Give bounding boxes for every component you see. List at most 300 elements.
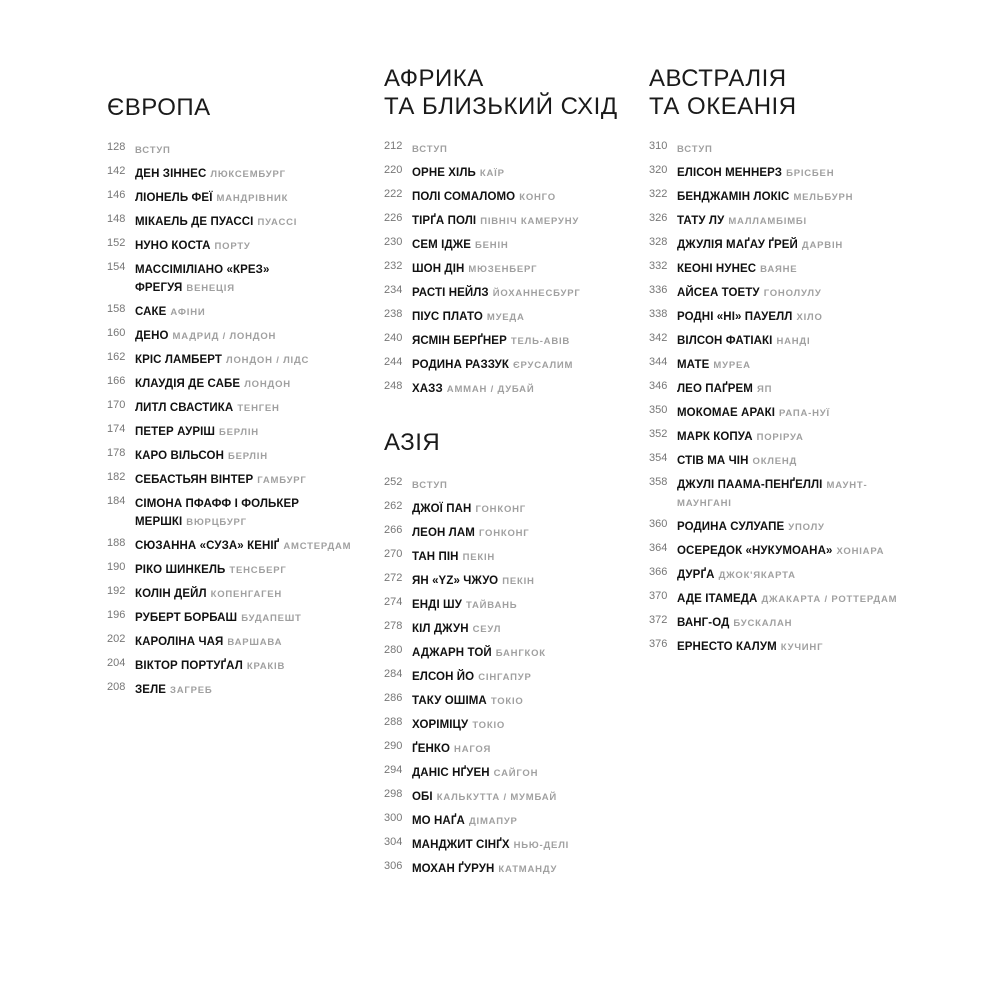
city-name: АФІНИ <box>170 307 206 318</box>
page-number: 272 <box>384 572 403 584</box>
artist-name: РОДИНА РАЗЗУК <box>412 359 509 371</box>
city-name: КАТМАНДУ <box>498 864 558 875</box>
artist-name: АЙСЕА ТОЕТУ <box>677 287 760 299</box>
city-name: ТОКІО <box>472 720 506 731</box>
artist-name: ТАН ПІН <box>412 551 459 563</box>
artist-name: КАРО ВІЛЬСОН <box>135 450 224 462</box>
city-name: МАУНТ-МАУНГАНІ <box>677 480 868 509</box>
toc-entry <box>384 619 646 637</box>
entry-list <box>384 139 646 397</box>
city-name: ПІВНІЧ КАМЕРУНУ <box>480 216 580 227</box>
toc-entry <box>384 571 646 589</box>
section-title <box>649 65 911 121</box>
city-name: ДАРВІН <box>801 240 844 251</box>
page-number: 202 <box>107 633 126 645</box>
page-number: 342 <box>649 332 668 344</box>
entry-list <box>649 139 911 655</box>
artist-name: КЛАУДІЯ ДЕ САБЕ <box>135 378 241 390</box>
artist-name: СЕБАСТЬЯН ВІНТЕР <box>135 474 254 486</box>
toc-entry <box>384 643 646 661</box>
city-name: КРАКІВ <box>246 661 286 672</box>
artist-name: ДЖУЛІ ПААМА-ПЕНҐЕЛЛІ <box>677 479 823 491</box>
artist-name: ҐЕНКО <box>412 743 451 755</box>
artist-name: БЕНДЖАМІН ЛОКІС <box>677 191 790 203</box>
artist-name: МО НАҐА <box>412 815 465 827</box>
toc-entry <box>649 187 911 205</box>
page-number: 166 <box>107 375 126 387</box>
artist-name: РОДНІ «НІ» ПАУЕЛЛ <box>677 311 793 323</box>
city-name: ЙОХАННЕСБУРГ <box>492 288 581 299</box>
city-name: МАЛЛАМБІМБІ <box>728 216 807 227</box>
city-name: ХОНІАРА <box>836 546 885 557</box>
toc-entry <box>107 326 369 344</box>
city-name: ДЖОК'ЯКАРТА <box>718 570 796 581</box>
toc-entry <box>384 667 646 685</box>
toc-entry <box>384 259 646 277</box>
artist-name: МОКОМАЕ АРАКІ <box>677 407 776 419</box>
section-europe <box>107 94 369 698</box>
city-name: КУЧИНГ <box>780 642 824 653</box>
page-number: 190 <box>107 561 126 573</box>
city-name: ВЮРЦБУРГ <box>186 517 247 528</box>
toc-entry <box>649 379 911 397</box>
page-number: 178 <box>107 447 126 459</box>
city-name: ТЕНГЕН <box>237 403 280 414</box>
city-name: ГОНОЛУЛУ <box>763 288 822 299</box>
toc-entry <box>649 565 911 583</box>
toc-entry <box>649 235 911 253</box>
city-name: ХІЛО <box>796 312 823 323</box>
toc-entry <box>384 595 646 613</box>
artist-name: РІКО ШИНКЕЛЬ <box>135 564 226 576</box>
page-number: 266 <box>384 524 403 536</box>
city-name: КОНГО <box>519 192 556 203</box>
toc-entry <box>649 589 911 607</box>
city-name: ЛОНДОН / ЛІДС <box>226 355 310 366</box>
toc-entry <box>107 584 369 602</box>
intro-label: ВСТУП <box>135 145 171 156</box>
toc-entry <box>384 355 646 373</box>
toc-entry <box>107 374 369 392</box>
city-name: ВАРШАВА <box>227 637 283 648</box>
intro-label: ВСТУП <box>412 144 448 155</box>
section-title-line: ТА ОКЕАНІЯ <box>649 93 797 120</box>
toc-entry <box>384 547 646 565</box>
intro-label: ВСТУП <box>412 480 448 491</box>
artist-name: РАСТІ НЕЙЛЗ <box>412 287 489 299</box>
city-name: МУРЕА <box>713 360 751 371</box>
page-number: 326 <box>649 212 668 224</box>
page-number: 300 <box>384 812 403 824</box>
page-number: 320 <box>649 164 668 176</box>
toc-entry <box>384 331 646 349</box>
city-name: БАНГКОК <box>495 648 546 659</box>
artist-name: ДЖУЛІЯ МАҐАУ ҐРЕЙ <box>677 239 798 251</box>
city-name: ЛЮКСЕМБУРГ <box>210 169 286 180</box>
artist-name: ШОН ДІН <box>412 263 465 275</box>
toc-entry <box>107 350 369 368</box>
page-number: 158 <box>107 303 126 315</box>
page-number: 234 <box>384 284 403 296</box>
artist-name: МІКАЕЛЬ ДЕ ПУАССІ <box>135 216 254 228</box>
artist-name: ВІКТОР ПОРТУҐАЛ <box>135 660 243 672</box>
city-name: БЕРЛІН <box>219 427 259 438</box>
city-name: ОКЛЕНД <box>752 456 798 467</box>
toc-entry <box>649 403 911 421</box>
toc-entry <box>384 715 646 733</box>
section-australia-oceania <box>649 65 911 655</box>
toc-entry <box>107 302 369 320</box>
page-number: 148 <box>107 213 126 225</box>
toc-entry <box>649 517 911 535</box>
artist-name: ХОРІМІЦУ <box>412 719 469 731</box>
page-number: 232 <box>384 260 403 272</box>
toc-entry <box>384 739 646 757</box>
toc-entry <box>107 260 369 296</box>
city-name: ПЕКІН <box>502 576 535 587</box>
page-number: 274 <box>384 596 403 608</box>
city-name: ДЖАКАРТА / РОТТЕРДАМ <box>761 594 898 605</box>
page-number: 338 <box>649 308 668 320</box>
city-name: ПУАССІ <box>257 217 298 228</box>
page-number: 160 <box>107 327 126 339</box>
artist-name: ТІРҐА ПОЛІ <box>412 215 477 227</box>
artist-name: ЛЕОН ЛАМ <box>412 527 475 539</box>
artist-name: ОБІ <box>412 791 433 803</box>
city-name: КАЛЬКУТТА / МУМБАЙ <box>436 792 558 803</box>
page-number: 248 <box>384 380 403 392</box>
toc-entry <box>649 427 911 445</box>
artist-name: НУНО КОСТА <box>135 240 211 252</box>
toc-entry <box>649 283 911 301</box>
page-number: 212 <box>384 140 403 152</box>
page-number: 366 <box>649 566 668 578</box>
toc-entry <box>107 398 369 416</box>
city-name: АМСТЕРДАМ <box>283 541 352 552</box>
toc-entry <box>107 422 369 440</box>
artist-name: ПІУС ПЛАТО <box>412 311 483 323</box>
page-number: 364 <box>649 542 668 554</box>
artist-name: ЛЕО ПАҐРЕМ <box>677 383 753 395</box>
toc-entry <box>384 139 646 157</box>
page-number: 288 <box>384 716 403 728</box>
page-number: 322 <box>649 188 668 200</box>
city-name: САЙГОН <box>493 768 539 779</box>
page-number: 220 <box>384 164 403 176</box>
artist-name: ЛИТЛ СВАСТИКА <box>135 402 234 414</box>
artist-name: ЕРНЕСТО КАЛУМ <box>677 641 777 653</box>
toc-entry <box>649 475 911 511</box>
toc-column-3 <box>649 65 911 661</box>
toc-entry <box>384 859 646 877</box>
artist-name: ЯСМІН БЕРҐНЕР <box>412 335 507 347</box>
toc-entry <box>384 787 646 805</box>
toc-entry <box>384 283 646 301</box>
artist-name: ВІЛСОН ФАТІАКІ <box>677 335 773 347</box>
artist-name: РОДИНА СУЛУАПЕ <box>677 521 785 533</box>
artist-name: РУБЕРТ БОРБАШ <box>135 612 238 624</box>
artist-name: САКЕ <box>135 306 167 318</box>
toc-entry <box>649 259 911 277</box>
toc-entry <box>649 139 911 157</box>
city-name: БУДАПЕШТ <box>241 613 302 624</box>
page-number: 358 <box>649 476 668 488</box>
artist-name: МАНДЖИТ СІНҐХ <box>412 839 510 851</box>
page-number: 196 <box>107 609 126 621</box>
page-number: 336 <box>649 284 668 296</box>
page-number: 328 <box>649 236 668 248</box>
artist-name: ЕЛІСОН МЕННЕРЗ <box>677 167 783 179</box>
artist-name: АДЖАРН ТОЙ <box>412 647 492 659</box>
toc-entry <box>384 475 646 493</box>
page-number: 222 <box>384 188 403 200</box>
artist-name: СТІВ МА ЧІН <box>677 455 749 467</box>
city-name: БЕРЛІН <box>228 451 268 462</box>
city-name: КОПЕНГАГЕН <box>210 589 283 600</box>
city-name: МУЕДА <box>486 312 525 323</box>
page-number: 252 <box>384 476 403 488</box>
toc-entry <box>384 235 646 253</box>
page-number: 226 <box>384 212 403 224</box>
city-name: ТЕНСБЕРГ <box>229 565 287 576</box>
city-name: МАДРИД / ЛОНДОН <box>172 331 277 342</box>
page-number: 284 <box>384 668 403 680</box>
city-name: МЕЛЬБУРН <box>793 192 854 203</box>
page-number: 350 <box>649 404 668 416</box>
page-number: 294 <box>384 764 403 776</box>
page-number: 152 <box>107 237 126 249</box>
city-name: ЛОНДОН <box>244 379 291 390</box>
section-africa-middle-east <box>384 65 646 397</box>
artist-name: ДАНІС НҐУЕН <box>412 767 490 779</box>
artist-name: ТАТУ ЛУ <box>677 215 725 227</box>
page-number: 270 <box>384 548 403 560</box>
toc-entry <box>107 470 369 488</box>
toc-entry <box>384 163 646 181</box>
city-name: БЕНІН <box>475 240 509 251</box>
toc-entry <box>384 763 646 781</box>
toc-entry <box>649 637 911 655</box>
toc-entry <box>384 307 646 325</box>
toc-entry <box>107 236 369 254</box>
page-number: 154 <box>107 261 126 273</box>
city-name: ДІМАПУР <box>468 816 518 827</box>
toc-entry <box>384 811 646 829</box>
page-number: 278 <box>384 620 403 632</box>
toc-entry <box>107 656 369 674</box>
page-number: 204 <box>107 657 126 669</box>
page-number: 372 <box>649 614 668 626</box>
city-name: БУСКАЛАН <box>733 618 793 629</box>
page-number: 304 <box>384 836 403 848</box>
page-number: 306 <box>384 860 403 872</box>
city-name: ТАЙВАНЬ <box>465 600 518 611</box>
toc-entry <box>384 523 646 541</box>
artist-name: ПОЛІ СОМАЛОМО <box>412 191 516 203</box>
artist-name: МАССІМІЛІАНО «КРЕЗ» ФРЕГУЯ <box>135 264 270 294</box>
toc-entry <box>107 446 369 464</box>
page-number: 240 <box>384 332 403 344</box>
toc-entry <box>384 691 646 709</box>
page-number: 370 <box>649 590 668 602</box>
city-name: БРІСБЕН <box>786 168 835 179</box>
artist-name: ТАКУ ОШІМА <box>412 695 487 707</box>
toc-entry <box>649 613 911 631</box>
toc-entry <box>649 451 911 469</box>
artist-name: КОЛІН ДЕЙЛ <box>135 588 207 600</box>
page-number: 162 <box>107 351 126 363</box>
page-number: 192 <box>107 585 126 597</box>
page-number: 142 <box>107 165 126 177</box>
city-name: ЯП <box>756 384 773 395</box>
artist-name: ЗЕЛЕ <box>135 684 167 696</box>
page-number: 238 <box>384 308 403 320</box>
page-number: 230 <box>384 236 403 248</box>
artist-name: ЯН «YZ» ЧЖУО <box>412 575 499 587</box>
toc-entry <box>649 331 911 349</box>
artist-name: ВАНГ-ОД <box>677 617 730 629</box>
toc-entry <box>649 211 911 229</box>
page-number: 286 <box>384 692 403 704</box>
section-title <box>384 65 646 121</box>
artist-name: ДЕНО <box>135 330 169 342</box>
artist-name: АДЕ ІТАМЕДА <box>677 593 758 605</box>
section-title-line: АВСТРАЛІЯ <box>649 65 787 92</box>
city-name: ГОНКОНГ <box>475 504 526 515</box>
page-number: 354 <box>649 452 668 464</box>
page-number: 188 <box>107 537 126 549</box>
toc-column-1 <box>107 94 369 704</box>
toc-entry <box>384 187 646 205</box>
city-name: КАЇР <box>479 168 505 179</box>
page-number: 298 <box>384 788 403 800</box>
artist-name: ЛІОНЕЛЬ ФЕЇ <box>135 192 213 204</box>
artist-name: СІМОНА ПФАФФ І ФОЛЬКЕР МЕРШКІ <box>135 498 300 528</box>
artist-name: МАТЕ <box>677 359 710 371</box>
page-number: 332 <box>649 260 668 272</box>
artist-name: ДЖОЇ ПАН <box>412 503 472 515</box>
page-number: 170 <box>107 399 126 411</box>
toc-entry <box>384 499 646 517</box>
city-name: ПОРТУ <box>214 241 251 252</box>
section-title <box>384 429 646 457</box>
toc-entry <box>107 140 369 158</box>
toc-entry <box>107 164 369 182</box>
toc-entry <box>384 379 646 397</box>
city-name: АММАН / ДУБАЙ <box>446 384 535 395</box>
artist-name: ОСЕРЕДОК «НУКУМОАНА» <box>677 545 833 557</box>
city-name: ПЕКІН <box>462 552 496 563</box>
toc-entry <box>649 163 911 181</box>
toc-entry <box>107 212 369 230</box>
artist-name: МОХАН ҐУРУН <box>412 863 495 875</box>
section-title-line: АФРИКА <box>384 65 484 92</box>
page-number: 128 <box>107 141 126 153</box>
city-name: ГАМБУРГ <box>257 475 307 486</box>
toc-entry <box>107 536 369 554</box>
intro-label: ВСТУП <box>677 144 713 155</box>
city-name: НАГОЯ <box>454 744 492 755</box>
page-number: 146 <box>107 189 126 201</box>
page-number: 244 <box>384 356 403 368</box>
city-name: МАНДРІВНИК <box>216 193 289 204</box>
page-number: 280 <box>384 644 403 656</box>
city-name: НЬЮ-ДЕЛІ <box>513 840 570 851</box>
artist-name: КАРОЛІНА ЧАЯ <box>135 636 224 648</box>
toc-entry <box>649 541 911 559</box>
city-name: ВАЯНЕ <box>760 264 798 275</box>
artist-name: МАРК КОПУА <box>677 431 753 443</box>
page-number: 310 <box>649 140 668 152</box>
page-number: 344 <box>649 356 668 368</box>
artist-name: СЮЗАННА «СУЗА» КЕНІҐ <box>135 540 280 552</box>
page-number: 352 <box>649 428 668 440</box>
city-name: НАНДІ <box>776 336 811 347</box>
toc-entry <box>384 835 646 853</box>
page-number: 184 <box>107 495 126 507</box>
section-title-line: ТА БЛИЗЬКИЙ СХІД <box>384 93 618 120</box>
entry-list <box>107 140 369 698</box>
artist-name: ОРНЕ ХІЛЬ <box>412 167 476 179</box>
section-title-line: АЗІЯ <box>384 429 441 456</box>
page-number: 346 <box>649 380 668 392</box>
toc-entry <box>107 494 369 530</box>
artist-name: ДУРҐА <box>677 569 715 581</box>
city-name: ГОНКОНГ <box>478 528 530 539</box>
artist-name: КІЛ ДЖУН <box>412 623 469 635</box>
artist-name: ЕЛСОН ЙО <box>412 671 475 683</box>
entry-list <box>384 475 646 877</box>
city-name: ПОРІРУА <box>756 432 804 443</box>
city-name: ТОКІО <box>490 696 524 707</box>
city-name: ВЕНЕЦІЯ <box>186 283 235 294</box>
page-number: 290 <box>384 740 403 752</box>
section-title-line: ЄВРОПА <box>107 94 211 121</box>
artist-name: КРІС ЛАМБЕРТ <box>135 354 223 366</box>
city-name: РАПА-НУЇ <box>779 408 830 419</box>
toc-entry <box>107 188 369 206</box>
city-name: УПОЛУ <box>788 522 825 533</box>
toc-entry <box>107 608 369 626</box>
city-name: СЕУЛ <box>472 624 502 635</box>
city-name: ЄРУСАЛИМ <box>512 360 574 371</box>
artist-name: ПЕТЕР АУРІШ <box>135 426 216 438</box>
artist-name: КЕОНІ НУНЕС <box>677 263 757 275</box>
artist-name: ЕНДІ ШУ <box>412 599 462 611</box>
artist-name: ДЕН ЗІННЕС <box>135 168 207 180</box>
page-number: 360 <box>649 518 668 530</box>
page-number: 174 <box>107 423 126 435</box>
page-number: 182 <box>107 471 126 483</box>
city-name: МЮЗЕНБЕРГ <box>468 264 538 275</box>
page-number: 262 <box>384 500 403 512</box>
toc-entry <box>384 211 646 229</box>
section-asia <box>384 429 646 877</box>
city-name: СІНГАПУР <box>478 672 532 683</box>
toc-entry <box>107 632 369 650</box>
city-name: ЗАГРЕБ <box>170 685 213 696</box>
city-name: ТЕЛЬ-АВІВ <box>510 336 571 347</box>
artist-name: ХАЗЗ <box>412 383 443 395</box>
page-number: 208 <box>107 681 126 693</box>
toc-entry <box>649 355 911 373</box>
toc-entry <box>107 680 369 698</box>
toc-entry <box>649 307 911 325</box>
toc-entry <box>107 560 369 578</box>
section-title <box>107 94 369 122</box>
toc-column-2 <box>384 65 646 883</box>
page-number: 376 <box>649 638 668 650</box>
